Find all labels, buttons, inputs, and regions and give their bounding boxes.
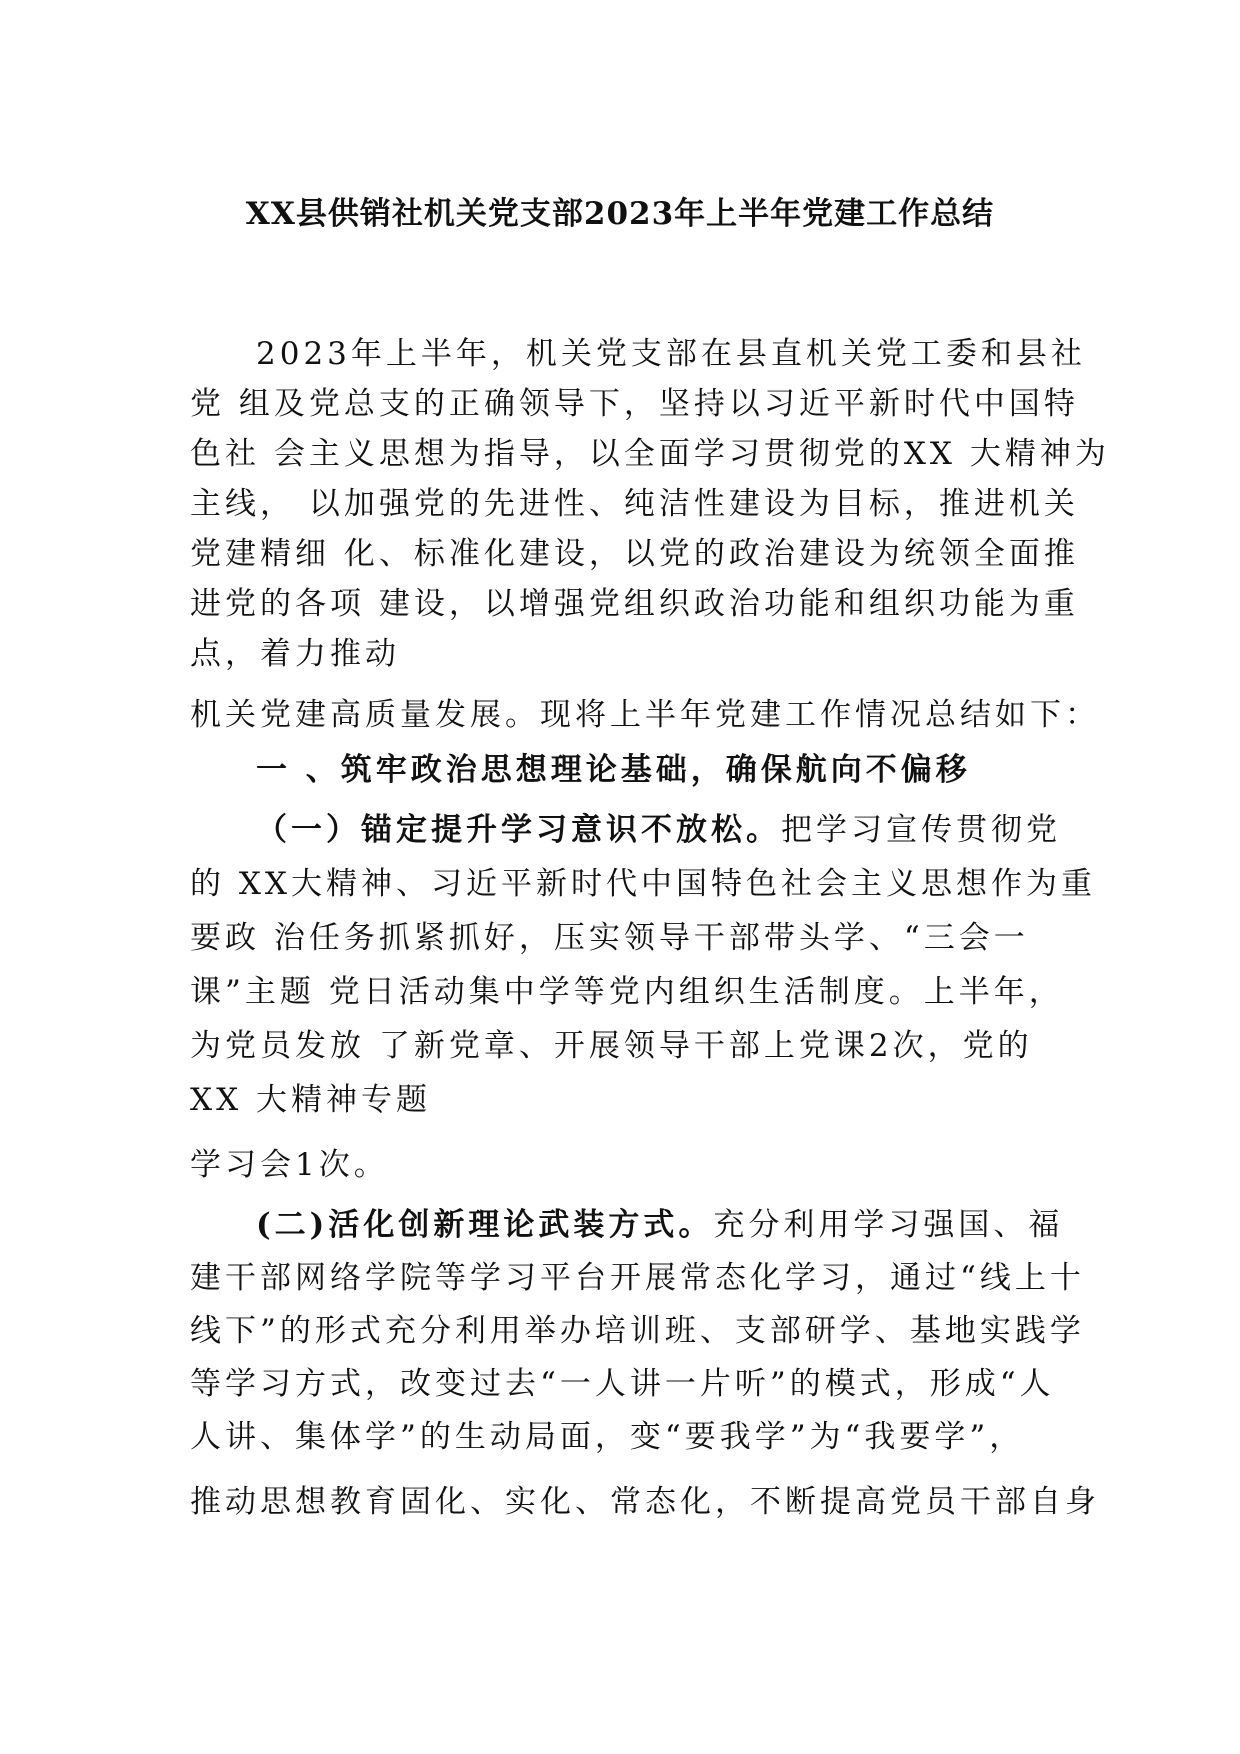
subsection-line-1 [256,810,1061,850]
body-line-18: 人讲、集体学”的生动局面，变“要我学”为“我要学”， [190,1419,1025,1455]
body-line-6: 进党的各项 建设，以增强党组织政治功能和组织功能为重 [190,586,1079,622]
body-line-2: 党 组及党总支的正确领导下，坚持以习近平新时代中国特 [190,386,1079,422]
body-line-10: 要政 治任务抓紧抓好，压实领导干部带头学、“三会一 [190,920,1029,956]
body-line-8: 机关党建高质量发展。现将上半年党建工作情况总结如下： [190,697,1100,733]
body-line-13: XX 大精神专题 [190,1082,431,1118]
body-line-7: 点，着力推动 [190,636,400,672]
body-line-11: 课”主题 党日活动集中学等党内组织生活制度。上半年， [190,974,1064,1010]
subsection-heading-2: (二)活化创新理论武装方式。 [256,1207,714,1243]
document-title: XX县供销社机关党支部2023年上半年党建工作总结 [245,196,995,232]
body-line-12: 为党员发放 了新党章、开展领导干部上党课2次，党的 [190,1028,1033,1064]
body-line-14: 学习会1次。 [190,1147,389,1183]
body-line-1: 2023年上半年，机关党支部在县直机关党工委和县社 [256,336,1086,372]
body-line-4: 主线， 以加强党的先进性、纯洁性建设为目标，推进机关 [190,486,1079,522]
body-line-17: 等学习方式，改变过去“一人讲一片听”的模式，形成“人 [190,1366,1055,1402]
body-line-19: 推动思想教育固化、实化、常态化，不断提高党员干部自身 [190,1484,1100,1520]
section-heading-1: 一 、筑牢政治思想理论基础，确保航向不偏移 [256,752,971,788]
body-line-16: 线下”的形式充分利用举办培训班、支部研学、基地实践学 [190,1313,1085,1349]
subsection-text-2: 充分利用学习强国、福 [713,1207,1064,1243]
body-line-15: 建干部网络学院等学习平台开展常态化学习，通过“线上十 [190,1260,1085,1296]
subsection-text-1: 把学习宣传贯彻党 [781,812,1061,848]
body-line-9: 的 XX大精神、习近平新时代中国特色社会主义思想作为重 [190,866,1096,902]
subsection-heading-1: （一）锚定提升学习意识不放松。 [256,812,781,848]
body-line-5: 党建精细 化、标准化建设，以党的政治建设为统领全面推 [190,536,1079,572]
subsection-line-2 [256,1205,1063,1245]
body-line-3: 色社 会主义思想为指导，以全面学习贯彻党的XX 大精神为 [190,436,1110,472]
